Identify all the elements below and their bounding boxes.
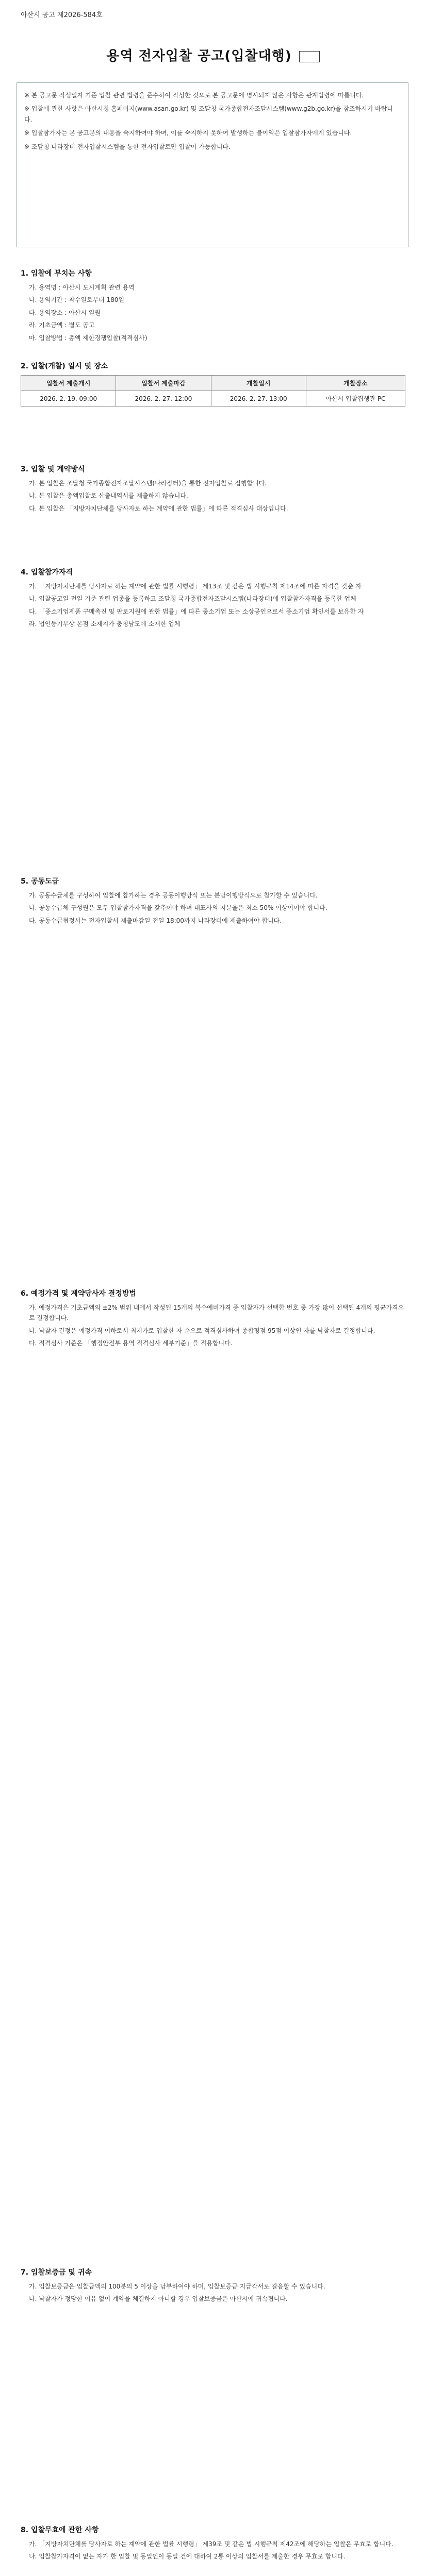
section-title: 2. 입찰(개찰) 일시 및 장소	[21, 362, 108, 370]
section-1	[21, 268, 405, 345]
section-title: 7. 입찰보증금 및 귀속	[21, 2268, 92, 2277]
table-cell: 2026. 2. 27. 13:00	[211, 391, 306, 406]
section-line: 나. 입찰참가자격이 없는 자가 한 입찰 및 동일인이 동일 건에 대하여 2통 이상의 입찰서를 제출한 경우 무효로 합니다.	[29, 2553, 346, 2561]
notice-line: ※ 본 공고문 작성일자 기준 입찰 관련 법령을 준수하여 작성한 것으로 본 공고문에 명시되지 않은 사항은 관계법령에 따릅니다.	[24, 92, 364, 99]
section-line: 다. 적격심사 기준은 「행정안전부 용역 적격심사 세부기준」을 적용합니다.	[29, 1340, 233, 1347]
section-title: 1. 입찰에 부치는 사항	[21, 269, 92, 278]
section-line: 가. 공동수급체를 구성하여 입찰에 참가하는 경우 공동이행방식 또는 분담이행방식으로 참가할 수 있습니다.	[29, 892, 318, 899]
section-line: 마. 입찰방법 : 총액 제한경쟁입찰(적격심사)	[29, 334, 148, 342]
table-header: 개찰일시	[211, 376, 306, 391]
table-header-row	[21, 376, 405, 391]
section-4	[21, 567, 405, 632]
section-title: 3. 입찰 및 계약방식	[21, 465, 85, 473]
table-row	[21, 391, 405, 406]
section-line: 나. 입찰공고일 전일 기준 관련 업종을 등록하고 조달청 국가종합전자조달시스템(나라장터)에 입찰참가자격을 등록한 업체	[29, 595, 356, 603]
section-line: 가. 본 입찰은 조달청 국가종합전자조달시스템(나라장터)을 통한 전자입찰로 집행합니다.	[29, 480, 267, 487]
schedule-table-wrap	[21, 375, 405, 406]
table-cell: 아산시 입찰집행관 PC	[306, 391, 405, 406]
notice-box	[17, 82, 408, 247]
section-3	[21, 464, 405, 516]
section-5	[21, 876, 405, 928]
table-cell: 2026. 2. 27. 12:00	[116, 391, 211, 406]
section-line: 라. 기초금액 : 별도 공고	[29, 321, 95, 329]
title-box	[299, 51, 320, 62]
table-cell: 2026. 2. 19. 09:00	[21, 391, 116, 406]
page-title-text: 용역 전자입찰 공고(입찰대행)	[106, 48, 292, 64]
section-2	[21, 361, 405, 411]
notice-line: ※ 조달청 나라장터 전자입찰시스템을 통한 전자입찰로만 입찰이 가능합니다.	[24, 143, 231, 150]
section-line: 다. 본 입찰은 「지방자치단체를 당사자로 하는 계약에 관한 법률」에 따른 적격심사 대상입니다.	[29, 504, 288, 512]
section-line: 가. 용역명 : 아산시 도시계획 관련 용역	[29, 284, 135, 291]
section-line: 다. 공동수급협정서는 전자입찰서 제출마감일 전일 18:00까지 나라장터에 제출하여야 합니다.	[29, 917, 282, 924]
section-line: 가. 「지방자치단체를 당사자로 하는 계약에 관한 법률 시행령」 제39조 및 같은 법 시행규칙 제42조에 해당하는 입찰은 무효로 합니다.	[29, 2540, 394, 2548]
section-line: 나. 용역기간 : 착수일로부터 180일	[29, 296, 125, 304]
section-title: 6. 예정가격 및 계약당사자 결정방법	[21, 1290, 136, 1298]
notice-line: ※ 입찰참가자는 본 공고문의 내용을 숙지하여야 하며, 이를 숙지하지 못하여 발생하는 불이익은 입찰참가자에게 있습니다.	[24, 129, 352, 137]
section-line: 나. 낙찰자 결정은 예정가격 이하로서 최저가로 입찰한 자 순으로 적격심사하여 종합평점 95점 이상인 자를 낙찰자로 결정합니다.	[29, 1327, 375, 1334]
section-line: 가. 입찰보증금은 입찰금액의 100분의 5 이상을 납부하여야 하며, 입찰보증금 지급각서로 갈음할 수 있습니다.	[29, 2283, 325, 2290]
section-7	[21, 2267, 405, 2307]
page-title	[0, 45, 426, 64]
section-line: 나. 공동수급체 구성원은 모두 입찰참가자격을 갖추어야 하며 대표사의 지분율은 최소 50% 이상이어야 합니다.	[29, 904, 327, 912]
section-title: 4. 입찰참가자격	[21, 568, 73, 577]
section-6	[21, 1288, 405, 1351]
section-8	[21, 2524, 405, 2564]
table-header: 개찰장소	[306, 376, 405, 391]
section-title: 5. 공동도급	[21, 877, 59, 886]
section-title: 8. 입찰무효에 관한 사항	[21, 2526, 99, 2534]
section-line: 다. 용역장소 : 아산시 일원	[29, 309, 101, 316]
table-header: 입찰서 제출마감	[116, 376, 211, 391]
section-line: 가. 예정가격은 기초금액의 ±2% 범위 내에서 작성된 15개의 복수예비가격 중 입찰자가 선택한 번호 중 가장 많이 선택된 4개의 평균가격으로 결정합니다.	[29, 1304, 404, 1322]
schedule-table	[21, 375, 405, 406]
section-line: 다. 「중소기업제품 구매촉진 및 판로지원에 관한 법률」에 따른 중소기업 또는 소상공인으로서 중소기업 확인서를 보유한 자	[29, 607, 364, 615]
document-number: 아산시 공고 제2026-584호	[21, 11, 103, 19]
section-line: 가. 「지방자치단체를 당사자로 하는 계약에 관한 법률 시행령」 제13조 및 같은 법 시행규칙 제14조에 따른 자격을 갖춘 자	[29, 583, 362, 590]
notice-line: ※ 입찰에 관한 사항은 아산시청 홈페이지(www.asan.go.kr) 및 조달청 국가종합전자조달시스템(www.g2b.go.kr)을 참조하시기 바랍니다.	[24, 105, 393, 123]
table-header: 입찰서 제출개시	[21, 376, 116, 391]
section-line: 라. 법인등기부상 본점 소재지가 충청남도에 소재한 업체	[29, 620, 181, 628]
section-line: 나. 본 입찰은 총액입찰로 산출내역서를 제출하지 않습니다.	[29, 492, 188, 500]
section-line: 나. 낙찰자가 정당한 이유 없이 계약을 체결하지 아니할 경우 입찰보증금은 아산시에 귀속됩니다.	[29, 2295, 288, 2303]
